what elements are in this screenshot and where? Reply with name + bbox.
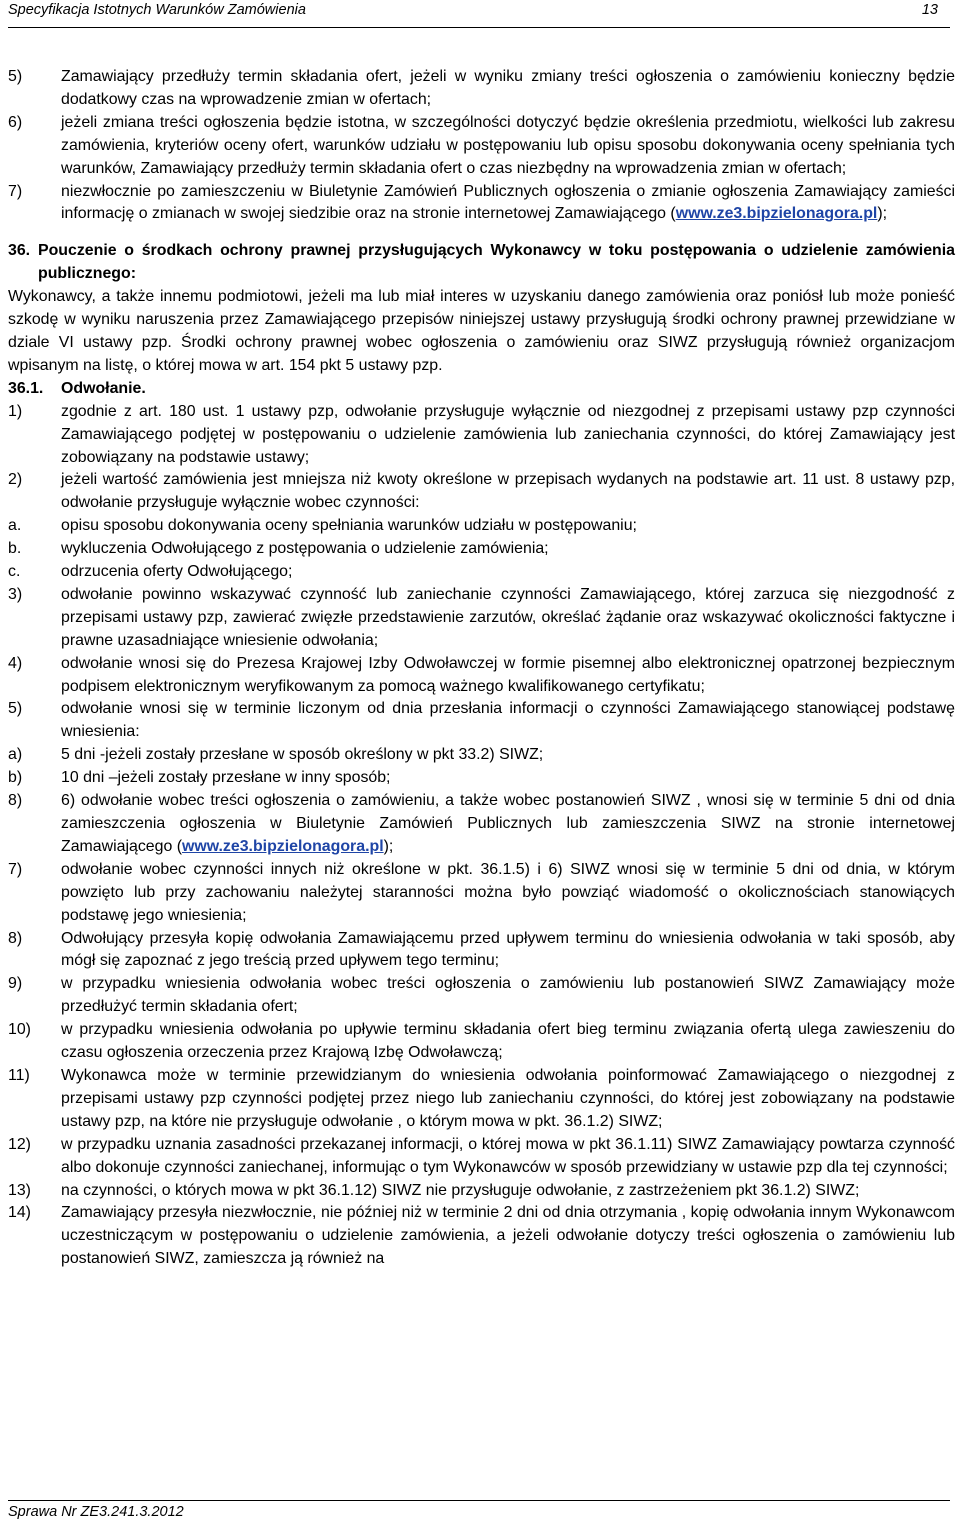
list-item-text: jeżeli zmiana treści ogłoszenia będzie istotna, w szczególności dotyczyć będzie określenia przedmiotu, wielkości lub zakresu zamówienia, kryteriów oceny ofert, warunków udziału w postępowaniu lub opisu sposobu dokonywania oceny spełniania tych warunków, Zamawiający przedłuży termin składania ofert o czas niezbędny na wprowadzenia zmian w ofertach; (61, 113, 955, 177)
list-item-text: odwołanie wnosi się w terminie liczonym od dnia przesłania informacji o czynności Zamawiającego stanowiącej podstawę wniesienia: (61, 700, 955, 741)
list-item (8, 973, 955, 1019)
list-item (8, 66, 955, 112)
list-item-number: 8) (8, 792, 23, 810)
list-item-text: Odwołujący przesyła kopię odwołania Zamawiającemu przed upływem terminu do wniesienia odwołania w taki sposób, aby mógł się zapoznać z jego treścią przed upływem tego terminu; (61, 929, 955, 970)
list-item (8, 181, 955, 227)
list-item-text (61, 181, 955, 227)
list-item (8, 515, 955, 538)
section-title: Pouczenie o środkach ochrony prawnej przysługujących Wykonawcy w toku postępowania o udzielenie zamówienia publicznego: (38, 242, 955, 283)
list-item-text: opisu sposobu dokonywania oceny spełniania warunków udziału w postępowaniu; (61, 517, 637, 535)
list-item-text (61, 790, 955, 859)
list-item-text: odrzucenia oferty Odwołującego; (61, 563, 293, 581)
document-body (8, 66, 955, 1271)
list-item-text: zgodnie z art. 180 ust. 1 ustawy pzp, odwołanie przysługuje wyłącznie od niezgodnej z przepisami ustawy pzp czynności Zamawiającego podjętej w postępowaniu o udzielenie zamówienia lub zaniechania czynności, do której Zamawiający jest zobowiązany na podstawie ustawy; (61, 402, 955, 466)
section-heading (8, 240, 955, 286)
list-item-text: 10 dni –jeżeli zostały przesłane w inny sposób; (61, 769, 391, 787)
list-item (8, 1202, 955, 1271)
subsection-title: Odwołanie. (61, 379, 146, 397)
text-fragment: niezwłocznie po zamieszczeniu w Biuletynie Zamówień Publicznych ogłoszenia o zmianie ogłoszenia Zamawiający zamieści informację o zmianach w swojej siedzibie oraz na stronie internetowej Zamawiającego ( (61, 182, 955, 223)
section-intro: Wykonawcy, a także innemu podmiotowi, jeżeli ma lub miał interes w uzyskaniu danego zamówienia oraz poniósł lub może ponieść szkodę w wyniku naruszenia przez Zamawiającego przepisów niniejszej ustawy przysługują środki ochrony prawnej przewidziane w dziale VI ustawy pzp. Środki ochrony prawnej wobec ogłoszenia o zamówieniu oraz SIWZ przysługują również organizacjom wpisanym na listę, o której mowa w art. 154 pkt 5 ustawy pzp. (8, 288, 955, 374)
list-item-text: Zamawiający przesyła niezwłocznie, nie później niż w terminie 2 dni od dnia otrzymania , kopię odwołania innym Wykonawcom uczestniczącym w postępowaniu o udzielenie zamówienia, a jeżeli odwołanie dotyczy treści ogłoszenia o zamówieniu lub postanowień SIWZ, zamieszcza ją również na (61, 1204, 955, 1268)
text-fragment: ); (877, 205, 888, 223)
list-item (8, 790, 955, 859)
list-item-text: jeżeli wartość zamówienia jest mniejsza niż kwoty określone w przepisach wydanych na podstawie art. 11 ust. 8 ustawy pzp, odwołanie przysługuje wyłącznie wobec czynności: (61, 471, 955, 512)
list-item-number: a. (8, 517, 22, 535)
text-fragment: 6) odwołanie wobec treści ogłoszenia o zamówieniu, a także wobec postanowień SIWZ , wnosi się w terminie 5 dni od dnia zamieszczenia ogłoszenia w Biuletynie Zamówień Publicznych lub zamieszczenia SIWZ na stronie internetowej Zamawiającego ( (61, 792, 955, 855)
list-item-number: 14) (8, 1204, 31, 1222)
list-item-text: odwołanie wnosi się do Prezesa Krajowej Izby Odwoławczej w formie pisemnej albo elektronicznej opatrzonej bezpiecznym podpisem elektronicznym weryfikowanym za pomocą ważnego kwalifikowanego certyfikatu; (61, 654, 955, 695)
list-item (8, 928, 955, 974)
list-item (8, 584, 955, 653)
list-item-number: 6) (8, 113, 23, 131)
bip-link[interactable]: www.ze3.bipzielonagora.pl (675, 205, 878, 223)
list-item-text: odwołanie wobec czynności innych niż określone w pkt. 36.1.5) i 6) SIWZ wnosi się w terminie 5 dni od dnia, w którym powzięto lub przy zachowaniu należytej staranności można było powziąć wiadomość o okolicznościach stanowiących podstawę jego wniesienia; (61, 860, 955, 924)
list-item-number: 2) (8, 471, 23, 489)
list-item (8, 112, 955, 181)
list-item (8, 859, 955, 928)
list-item-number: c. (8, 563, 21, 581)
subsection-heading (8, 378, 955, 401)
list-item-text: w przypadku wniesienia odwołania wobec treści ogłoszenia o zamówieniu lub postanowień SIWZ Zamawiający może przedłużyć termin składania ofert; (61, 975, 955, 1016)
list-item-text: Zamawiający przedłuży termin składania ofert, jeżeli w wyniku zmiany treści ogłoszenia o zamówieniu konieczny będzie dodatkowy czas na wprowadzenie zmian w ofertach; (61, 68, 955, 108)
list-item-text: 5 dni -jeżeli zostały przesłane w sposób określony w pkt 33.2) SIWZ; (61, 746, 544, 764)
list-item-number: 7) (8, 182, 23, 200)
page-number: 13 (921, 2, 938, 18)
list-item-number: 1) (8, 402, 23, 420)
list-item-number: 7) (8, 860, 23, 878)
list-item (8, 698, 955, 744)
list-item (8, 538, 955, 561)
list-item-number: b) (8, 769, 23, 787)
bip-link[interactable]: www.ze3.bipzielonagora.pl (182, 837, 384, 855)
list-item (8, 767, 955, 790)
subsection-number: 36.1. (8, 379, 44, 397)
list-item-number: a) (8, 746, 23, 764)
list-item-number: 10) (8, 1021, 31, 1039)
list-item (8, 1180, 955, 1203)
list-item-number: 5) (8, 700, 23, 718)
list-item (8, 744, 955, 767)
list-item (8, 401, 955, 470)
list-item (8, 653, 955, 699)
list-item-text: na czynności, o których mowa w pkt 36.1.12) SIWZ nie przysługuje odwołanie, z zastrzeżeniem pkt 36.1.2) SIWZ; (61, 1181, 860, 1199)
list-item-number: 5) (8, 68, 23, 85)
list-item-number: 8) (8, 929, 23, 947)
list-item-number: 3) (8, 585, 23, 603)
list-item (8, 1065, 955, 1134)
list-item-number: b. (8, 540, 22, 558)
case-number: Sprawa Nr ZE3.241.3.2012 (8, 1504, 184, 1520)
list-item-text: wykluczenia Odwołującego z postępowania o udzielenie zamówienia; (61, 540, 549, 558)
list-item-number: 12) (8, 1135, 31, 1153)
list-item (8, 561, 955, 584)
page-header (8, 0, 950, 28)
list-item (8, 1134, 955, 1180)
page-footer (8, 1500, 950, 1528)
list-item-number: 11) (8, 1066, 30, 1084)
list-item-text: odwołanie powinno wskazywać czynność lub zaniechanie czynności Zamawiającego, której zarzuca się niezgodność z przepisami ustawy pzp, zawierać zwięzłe przedstawienie zarzutów, określać żądanie oraz wskazywać okoliczności faktyczne i prawne uzasadniające wniesienie odwołania; (61, 585, 955, 649)
list-item-number: 13) (8, 1181, 31, 1199)
list-item (8, 469, 955, 515)
list-item-number: 4) (8, 654, 23, 672)
list-item-number: 9) (8, 975, 23, 993)
list-item-text: Wykonawca może w terminie przewidzianym do wniesienia odwołania poinformować Zamawiającego o niezgodnej z przepisami ustawy pzp czynności podjętej przez niego lub zaniechaniu czynności, do której jest zobowiązany na podstawie ustawy pzp, na które nie przysługuje odwołanie , o którym mowa w pkt. 36.1.2) SIWZ; (61, 1066, 955, 1130)
list-item-text: w przypadku wniesienia odwołania po upływie terminu składania ofert bieg terminu związania ofertą ulega zawieszeniu do czasu ogłoszenia orzeczenia przez Krajową Izbę Odwoławczą; (61, 1021, 955, 1062)
document-title: Specyfikacja Istotnych Warunków Zamówienia (8, 2, 306, 18)
section-number: 36. (8, 242, 31, 260)
list-item-text: w przypadku uznania zasadności przekazanej informacji, o której mowa w pkt 36.1.11) SIWZ Zamawiający powtarza czynność albo dokonuje czynności zaniechanej, informując o tym Wykonawców w sposób przewidziany w ustawie pzp dla tej czynności; (61, 1135, 955, 1176)
text-fragment: ); (383, 837, 394, 855)
list-item (8, 1019, 955, 1065)
